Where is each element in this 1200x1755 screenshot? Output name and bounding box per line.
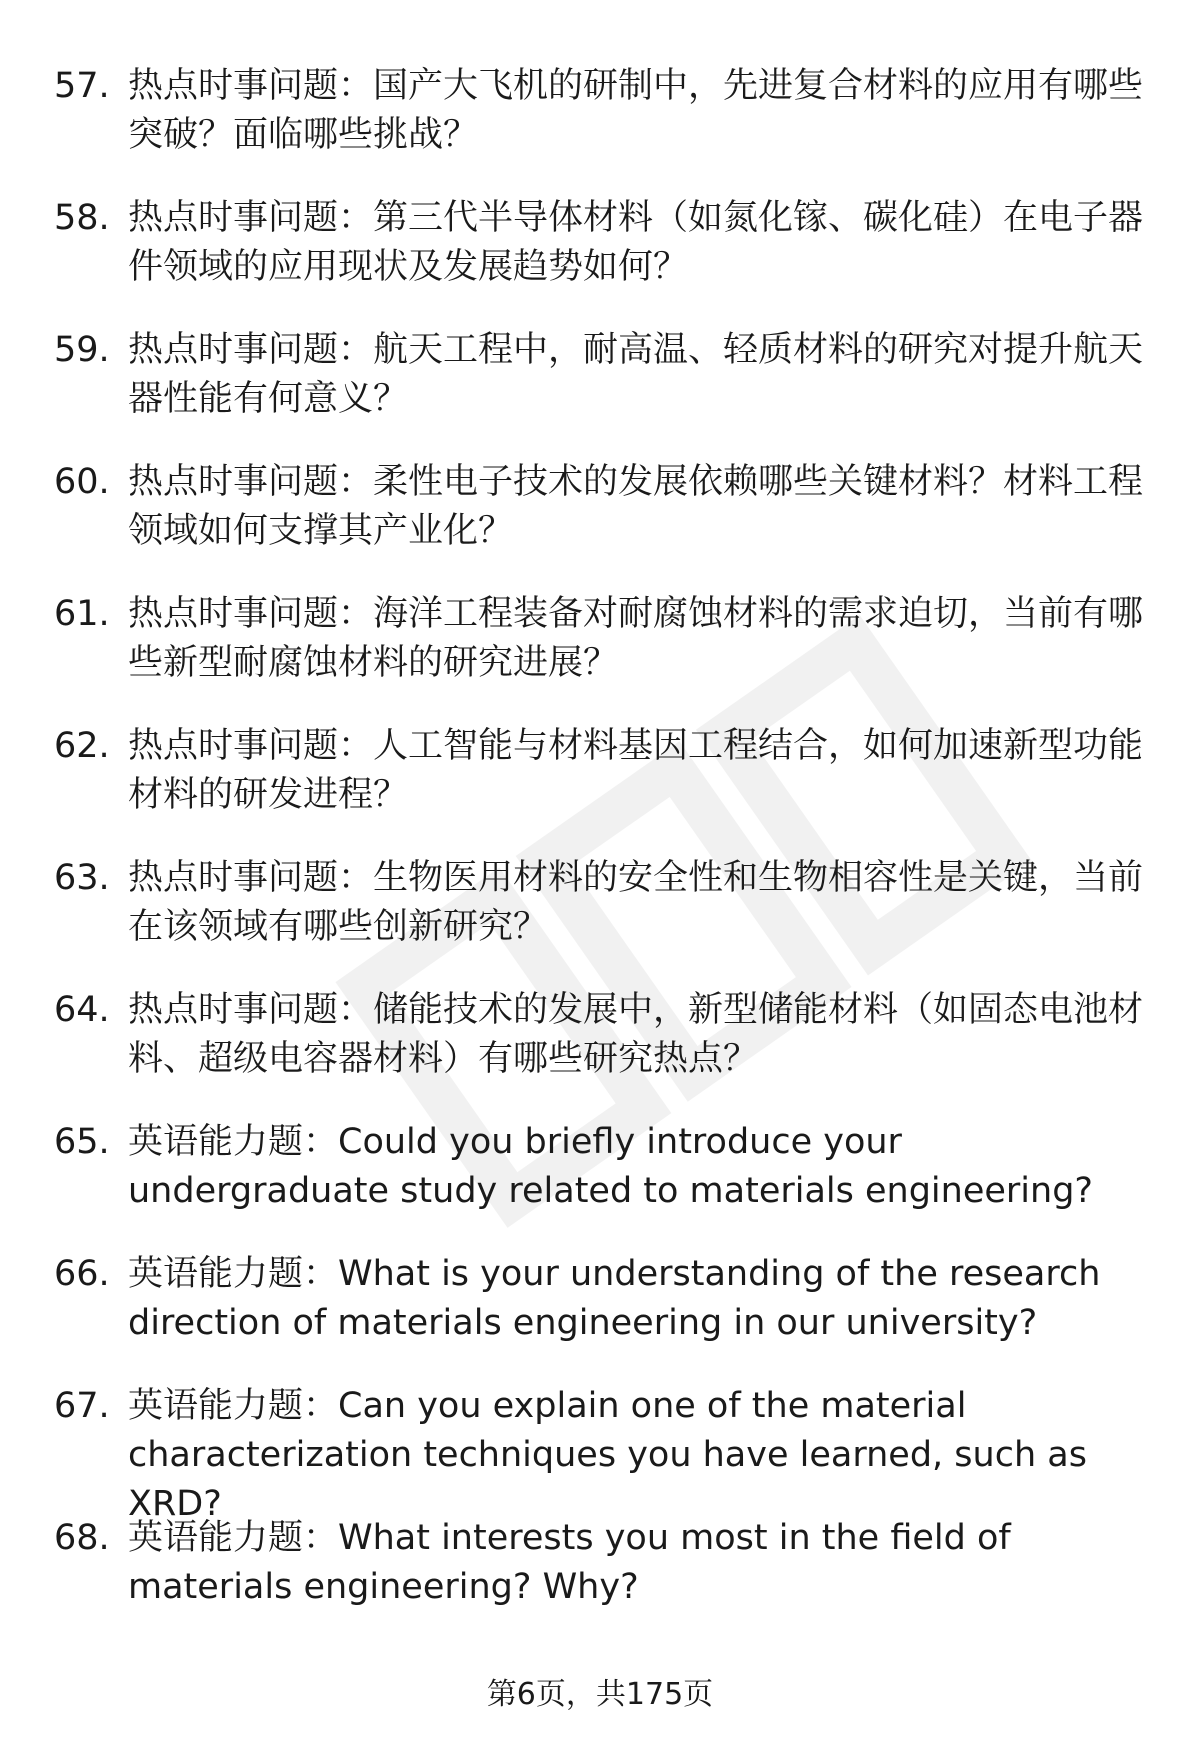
- question-item: [0, 194, 1200, 326]
- question-text: 热点时事问题：生物医用材料的安全性和生物相容性是关键，当前在该领域有哪些创新研究？: [128, 858, 1144, 947]
- question-number: 64.: [54, 990, 110, 1030]
- question-number: 58.: [54, 198, 110, 238]
- question-text: 热点时事问题：航天工程中，耐高温、轻质材料的研究对提升航天器性能有何意义？: [128, 330, 1144, 419]
- question-number: 65.: [54, 1122, 110, 1162]
- question-text: 英语能力题：Could you briefly introduce your undergraduate study related to materials engineering?: [128, 1122, 1093, 1211]
- question-number: 60.: [54, 462, 110, 502]
- question-item: [0, 590, 1200, 722]
- question-item: [0, 986, 1200, 1118]
- question-number: 61.: [54, 594, 110, 634]
- question-number: 67.: [54, 1386, 110, 1426]
- question-number: 63.: [54, 858, 110, 898]
- question-item: [0, 1382, 1200, 1524]
- question-text: 热点时事问题：第三代半导体材料（如氮化镓、碳化硅）在电子器件领域的应用现状及发展趋势如何？: [128, 198, 1144, 287]
- question-item: [0, 326, 1200, 458]
- question-text: 英语能力题：What is your understanding of the research direction of materials engineering in our university?: [128, 1254, 1101, 1343]
- question-text: 热点时事问题：人工智能与材料基因工程结合，如何加速新型功能材料的研发进程？: [128, 726, 1144, 815]
- question-text: 热点时事问题：海洋工程装备对耐腐蚀材料的需求迫切，当前有哪些新型耐腐蚀材料的研究进展？: [128, 594, 1144, 683]
- question-text: 热点时事问题：储能技术的发展中，新型储能材料（如固态电池材料、超级电容器材料）有哪些研究热点？: [128, 990, 1144, 1079]
- question-item: [0, 1118, 1200, 1250]
- question-text: 英语能力题：What interests you most in the field of materials engineering? Why?: [128, 1518, 1011, 1607]
- question-item: [0, 1250, 1200, 1382]
- question-text: 热点时事问题：国产大飞机的研制中，先进复合材料的应用有哪些突破？面临哪些挑战？: [128, 66, 1144, 155]
- question-number: 59.: [54, 330, 110, 370]
- question-number: 62.: [54, 726, 110, 766]
- question-number: 57.: [54, 66, 110, 106]
- question-item: [0, 458, 1200, 590]
- question-number: 66.: [54, 1254, 110, 1294]
- question-item: [0, 1514, 1200, 1646]
- question-item: [0, 62, 1200, 194]
- question-text: 英语能力题：Can you explain one of the material characterization techniques you have learned, such as XRD?: [128, 1386, 1087, 1524]
- page-footer: 第6页，共175页: [486, 1677, 714, 1712]
- question-text: 热点时事问题：柔性电子技术的发展依赖哪些关键材料？材料工程领域如何支撑其产业化？: [128, 462, 1144, 551]
- question-number: 68.: [54, 1518, 110, 1558]
- question-list: [0, 62, 1200, 1646]
- question-item: [0, 854, 1200, 986]
- question-item: [0, 722, 1200, 854]
